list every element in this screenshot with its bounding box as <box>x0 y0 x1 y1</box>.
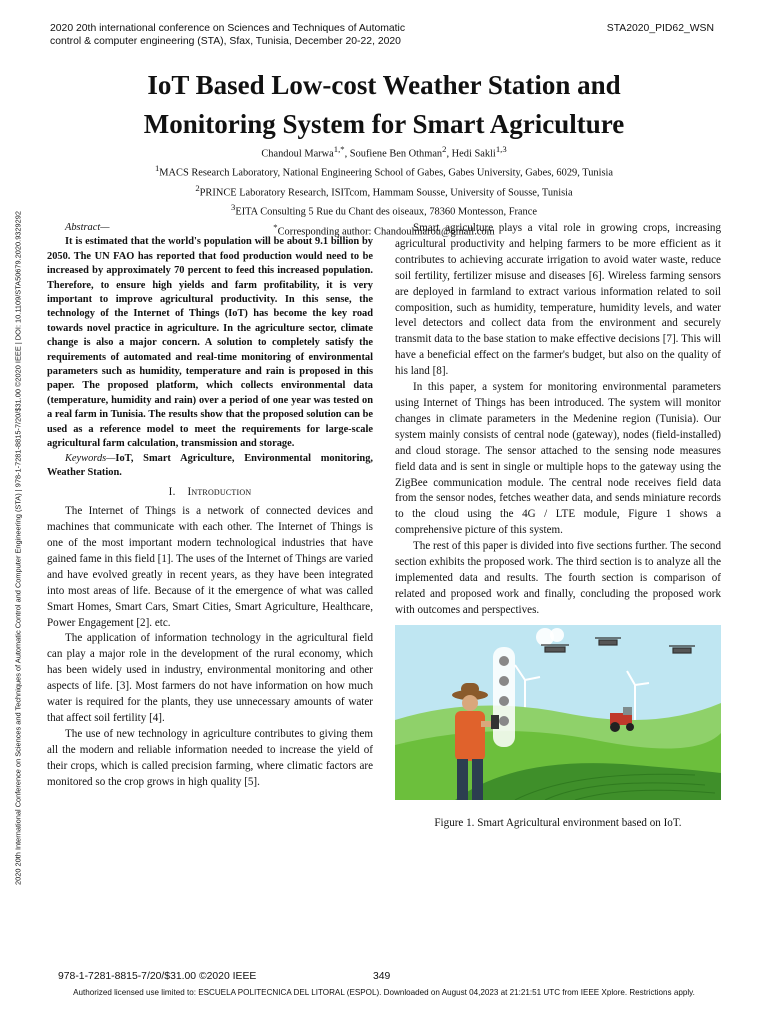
sensor-panel-icon <box>493 647 515 747</box>
corresponding-author: *Corresponding author: Chandoulmarou@gmail.com <box>273 221 495 238</box>
keywords-text: IoT, Smart Agriculture, Environmental monitoring, Weather Station. <box>47 452 373 478</box>
affiliation-1: $^1$MACS Research Laboratory, National Engineering School of Gabes, Gabes University, Gabes, 6029, Tunisia <box>154 163 614 179</box>
side-citation <box>8 128 28 968</box>
right-paragraph-2: In this paper, a system for monitoring environmental parameters using Internet of Things has been introduced. The system will monitor changes in climate parameters in the Medenine region (Tunisia). Our system mainly consists of central node (gateway), nodes (field-installed) and cloud storage. The sensor attached to the sensing node measures field data and is sent in single or multiple hops to the gateway using the ZigBee communication module. The central node receives field data from the sensor nodes, fetches weather data, and sends miniature records to the cloud using the 4G / LTE module, Figure 1 shows a comprehensive picture of this system. <box>395 381 721 537</box>
section-title: Introduction <box>187 486 252 499</box>
right-paragraph-1: Smart agriculture plays a vital role in growing crops, increasing agricultural productivity and helping farmers to be more efficient as it contributes to achieving accurate irrigation to avoid water waste, reduce soil fertility, fertilizer misuse and diseases [6]. Wireless farming sensors are deployed in farmland to extract various information related to soil composition, such as humidity, temperature, humidity levels, and water level detectors and collect data from the environment and securely transmit data to the base station to make effective decisions [7]. This will have a beneficial effect on the farmer's budget, but also on the quality of his land [8]. <box>395 222 721 378</box>
figure-caption: Figure 1. Smart Agricultural environment based on IoT. <box>434 816 682 829</box>
section-number: I. <box>168 486 176 499</box>
page-number: 349 <box>373 971 391 982</box>
intro-paragraph-3: The use of new technology in agriculture contributes to giving them all the modern and reliable information needed to increase the yield of their crops, which is called precision farming, where climatic factors are monitored so the crop grows in high quality [5]. <box>47 727 373 788</box>
abstract-text: It is estimated that the world's population will be about 9.1 billion by 2050. The UN FAO has reported that food production would need to be increased by approximately 70 percent to feed this increased population. Therefore, to ensure high yields and farm profitability, it is very important to improve agricultural productivity. In this sense, the technology of the Internet of Things (IoT) has become the key road towards novel practice in agriculture. In the agriculture sector, climate change is also a major concern. A solution to completely satisfy the requirements of automated and real-time monitoring of environmental parameters such as humidity, temperature and rain is proposed in this paper. The proposed platform, which collects environmental data (temperature, humidity and rain) over a period of one year was tested on a real farm in Tunisia. The results show that the proposed solution can be used as a reference model to meet the requirements for large-scale agricultural farm calculation, transmission and storage. <box>47 236 373 450</box>
author-names: Chandoul Marwa$^{1,*}$, Soufiene Ben Othman$^2$, Hedi Sakli$^{1,3}$ <box>261 144 507 160</box>
abstract-label: Abstract— <box>65 222 110 233</box>
affiliation-2: $^2$PRINCE Laboratory Research, ISITcom, Hammam Sousse, University of Sousse, Tunisia <box>195 182 573 199</box>
right-column <box>395 221 721 831</box>
smart-agriculture-illustration <box>395 625 721 800</box>
conference-header <box>50 22 480 48</box>
paper-id: STA2020_PID62_WSN <box>606 23 714 34</box>
intro-paragraph-1: The Internet of Things is a network of connected devices and machines that communicate with each other. The Internet of Things is one of the most important modern technological industries that have gained fame in this field [1]. The uses of the Internet of Things are varied and have evolved greatly in recent years, as they have been integrated into most areas of life. Because of it the emergence of what was called Smart Homes, Smart Cars, Smart Cities, Smart Agriculture, Healthcare, Power Engagement [2]. etc. <box>47 505 373 629</box>
isbn-footer: 978-1-7281-8815-7/20/$31.00 ©2020 IEEE <box>58 971 257 982</box>
abstract <box>47 221 373 452</box>
conference-line-2: control & computer engineering (STA), Sfax, Tunisia, December 20-22, 2020 <box>50 36 401 47</box>
keywords-label: Keywords— <box>65 452 116 464</box>
title-line-1: IoT Based Low-cost Weather Station and <box>147 70 621 100</box>
intro-paragraph-2: The application of information technology in the agricultural field can play a major role in the development of the rural economy, which has been widely used in industry, environmental monitoring and other aspects of life. [3]. Most farmers do not have information on how much water is required for the plants, they use unnecessary amounts of water that affect soil fertility [4]. <box>47 632 373 724</box>
left-column <box>47 221 373 791</box>
licence-notice: Authorized licensed use limited to: ESCUELA POLITECNICA DEL LITORAL (ESPOL). Downloaded on August 04,2023 at 21:21:51 UTC from IEEE Xplore. Restrictions apply. <box>73 988 695 997</box>
keywords <box>47 452 373 481</box>
section-heading <box>47 485 373 501</box>
right-paragraph-3: The rest of this paper is divided into five sections further. The second section exhibits the proposed work. The third section is to analyze all the implemented data and results. The fourth section is comparison of related and proposed work and finally, concluding the proposed work with outcomes and perspectives. <box>395 540 721 616</box>
title-line-2: Monitoring System for Smart Agriculture <box>143 109 625 139</box>
side-citation-text: 2020 20th International Conference on Sciences and Techniques of Automatic Control and Computer Engineering (STA) | 978-1-7281-8815-7/20/$31.00 ©2020 IEEE | DOI: 10.1109/STA50679.2020.9329292 <box>13 211 23 885</box>
affiliation-3: $^3$EITA Consulting 5 Rue du Chant des oiseaux, 78360 Montesson, France <box>231 202 537 218</box>
paper-title <box>40 66 728 144</box>
conference-line-1: 2020 20th international conference on Sciences and Techniques of Automatic <box>50 23 406 34</box>
